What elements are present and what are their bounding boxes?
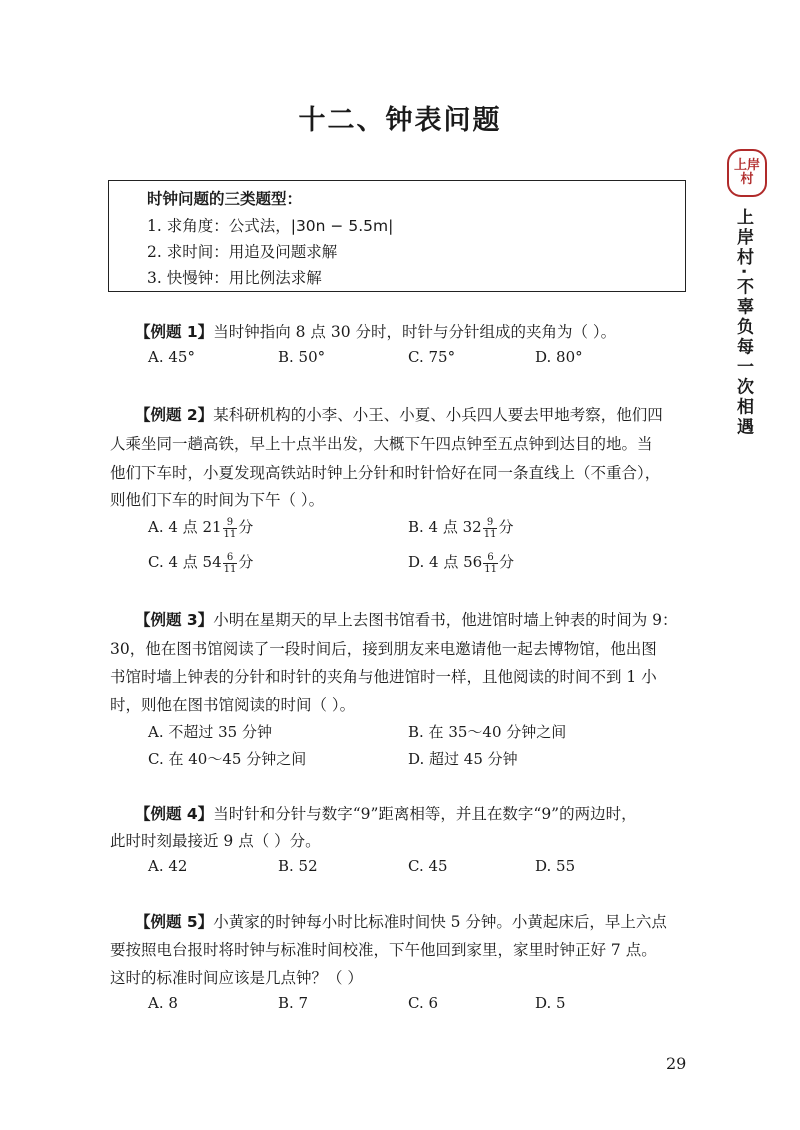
question-text: 时，则他在图书馆阅读的时间（ ）。 <box>110 696 356 714</box>
angle-formula: |30n − 5.5m| <box>290 217 394 235</box>
option-c[interactable]: C. 45 <box>408 857 448 875</box>
question-line <box>135 403 663 425</box>
question-line <box>135 910 667 932</box>
fraction <box>483 552 498 575</box>
option-b[interactable]: B. 7 <box>278 994 309 1012</box>
question-text: 小黄家的时钟每小时比标准时间快 5 分钟。小黄起床后，早上六点 <box>213 913 667 931</box>
option-text: D. 4 点 56 <box>408 553 483 571</box>
fraction-numerator: 6 <box>223 552 238 564</box>
option-d[interactable]: D. 55 <box>535 857 576 875</box>
option-text: C. 4 点 54 <box>148 553 222 571</box>
option-c[interactable]: C. 6 <box>408 994 439 1012</box>
option-unit: 分 <box>238 518 254 536</box>
seal-text-top: 上岸 <box>733 158 760 173</box>
option-unit: 分 <box>498 518 514 536</box>
option-d[interactable] <box>408 551 514 575</box>
page-title: 十二、钟表问题 <box>298 105 502 136</box>
option-c[interactable]: C. 在 40～45 分钟之间 <box>148 750 307 768</box>
question-text: 要按照电台报时将时钟与标准时间校准，下午他回到家里，家里时钟正好 7 点。 <box>110 941 657 959</box>
question-label: 【例题 3】 <box>135 611 214 629</box>
summary-box <box>108 180 686 292</box>
seal-text-bottom: 村 <box>740 172 754 187</box>
summary-heading: 时钟问题的三类题型： <box>147 190 303 208</box>
fraction-denominator: 11 <box>484 563 497 575</box>
option-b[interactable]: B. 在 35～40 分钟之间 <box>408 723 567 741</box>
question-line <box>135 320 616 342</box>
question-text: 此时时刻最接近 9 点（ ）分。 <box>110 832 321 850</box>
option-b[interactable] <box>408 516 513 540</box>
option-a[interactable]: A. 42 <box>148 857 188 875</box>
page-number: 29 <box>666 1054 687 1073</box>
question-text: 当时针和分针与数字“9”距离相等，并且在数字“9”的两边时， <box>213 805 637 823</box>
option-a[interactable] <box>148 516 253 540</box>
option-a[interactable]: A. 45° <box>148 348 195 366</box>
question-line <box>135 608 677 630</box>
question-label: 【例题 4】 <box>135 805 214 823</box>
summary-item-1 <box>147 214 393 236</box>
fraction-numerator: 6 <box>483 552 498 564</box>
question-label: 【例题 2】 <box>135 406 214 424</box>
question-text: 当时钟指向 8 点 30 分时，时针与分针组成的夹角为（ ）。 <box>213 323 617 341</box>
fraction <box>223 517 238 540</box>
option-d[interactable]: D. 80° <box>535 348 583 366</box>
option-d[interactable]: D. 5 <box>535 994 566 1012</box>
option-a[interactable]: A. 不超过 35 分钟 <box>148 723 272 741</box>
question-line <box>135 802 637 824</box>
option-text: A. 4 点 21 <box>148 518 222 536</box>
logo-seal <box>727 149 767 197</box>
summary-item-3: 3. 快慢钟：用比例法求解 <box>147 269 322 287</box>
option-c[interactable] <box>148 551 253 575</box>
summary-item-2: 2. 求时间：用追及问题求解 <box>147 243 338 261</box>
fraction-denominator: 11 <box>483 528 497 540</box>
sidebar-slogan: 上岸村·不辜负每一次相遇 <box>733 208 753 438</box>
question-text: 这时的标准时间应该是几点钟？（ ） <box>110 969 363 987</box>
fraction-numerator: 9 <box>483 517 498 529</box>
question-label: 【例题 1】 <box>135 323 214 341</box>
option-b[interactable]: B. 50° <box>278 348 326 366</box>
fraction <box>223 552 238 575</box>
option-text: B. 4 点 32 <box>408 518 482 536</box>
fraction-denominator: 11 <box>223 563 237 575</box>
option-d[interactable]: D. 超过 45 分钟 <box>408 750 518 768</box>
option-unit: 分 <box>238 553 254 571</box>
question-text: 书馆时墙上钟表的分针和时针的夹角与他进馆时一样，且他阅读的时间不到 1 小 <box>110 668 657 686</box>
question-text: 30，他在图书馆阅读了一段时间后，接到朋友来电邀请他一起去博物馆，他出图 <box>110 640 657 658</box>
fraction-numerator: 9 <box>223 517 238 529</box>
summary-item-1-text: 1. 求角度：公式法， <box>147 217 291 235</box>
question-text: 则他们下车的时间为下午（ ）。 <box>110 491 325 509</box>
question-text: 小明在星期天的早上去图书馆看书，他进馆时墙上钟表的时间为 9： <box>213 611 678 629</box>
question-text: 人乘坐同一趟高铁，早上十点半出发，大概下午四点钟至五点钟到达目的地。当 <box>110 435 653 453</box>
option-unit: 分 <box>498 553 514 571</box>
option-b[interactable]: B. 52 <box>278 857 318 875</box>
option-a[interactable]: A. 8 <box>148 994 178 1012</box>
question-text: 某科研机构的小李、小王、小夏、小兵四人要去甲地考察，他们四 <box>213 406 663 424</box>
question-text: 他们下车时，小夏发现高铁站时钟上分针和时针恰好在同一条直线上（不重合）， <box>110 464 661 482</box>
fraction-denominator: 11 <box>223 528 237 540</box>
question-label: 【例题 5】 <box>135 913 214 931</box>
fraction <box>483 517 498 540</box>
option-c[interactable]: C. 75° <box>408 348 456 366</box>
